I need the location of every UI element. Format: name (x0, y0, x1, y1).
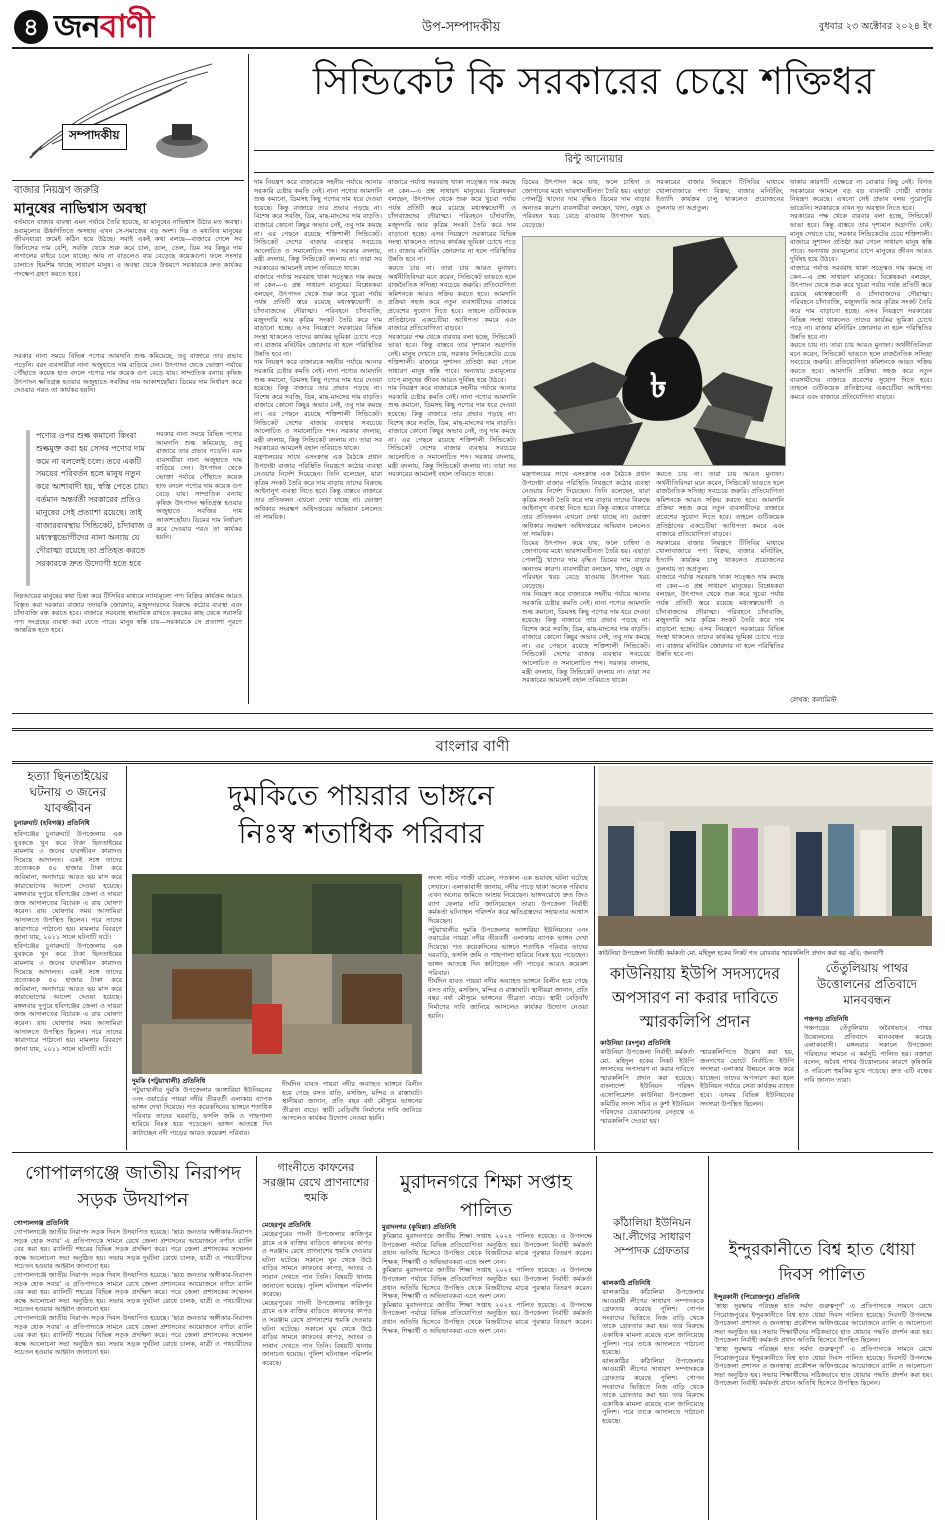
gangni-paragraph: মেহেরপুরের গাংনী উপজেলার কাজিপুর গ্রামে এক ব্যক্তির বাড়িতে কাফনের কাপড় ও সরঞ্জাম রেখে প্রাণনাশের হুমকি দেওয়ার ঘটনা ঘটেছে। সকালে ঘুম থেকে উঠে বাড়ির সামনে কাফনের কাপড়, আতর ও সাবান দেখতে পান তিনি। বিষয়টি থানায় জানানো হয়েছে। পুলিশ ঘটনাস্থল পরিদর্শন করেছে। (262, 1298, 372, 1367)
feature-illustration (522, 236, 786, 466)
indurkani-paragraph: ‘স্বাস্থ্য সুরক্ষায় পরিচ্ছন্ন হাত সর্বদা গুরুত্বপূর্ণ’ এ প্রতিপাদ্যকে সামনে রেখে পিরোজপুরের ইন্দুরকানীতে বিশ্ব হাত ধোয়া দিবস পালিত হয়েছে। দিবসটি উপলক্ষে উপজেলা প্রশাসন ও জনস্বাস্থ্য প্রকৌশল অধিদপ্তরের আয়োজনে র‍্যালি ও আলোচনা সভা অনুষ্ঠিত হয়। সভায় শিক্ষার্থীদের সঠিকভাবে হাত ধোয়ার পদ্ধতি প্রদর্শন করা হয়। উপজেলা নির্বাহী কর্মকর্তা প্রধান অতিথি হিসেবে উপস্থিত ছিলেন। (714, 1302, 932, 1345)
pigeon-paragraph: দীর্ঘদিন যাবত পায়রা নদীর অব্যাহত ভাঙ্গনে বিলীন হয়ে গেছে বসত বাড়ি, মসজিদ, মন্দির ও রাস্তাঘাট। স্থানীয়রা জানান, প্রতি বছর বর্ষা মৌসুমে ভাঙ্গনের তীব্রতা বাড়ে। স্থায়ী বেড়িবাঁধ নির্মাণের দাবি জানিয়ে আসলেও কার্যকর উদ্যোগ নেওয়া হয়নি। (282, 1080, 422, 1123)
feature-title: সিন্ডিকেট কি সরকারের চেয়ে শক্তিধর (312, 59, 876, 103)
page-number-badge (14, 10, 48, 44)
feature-paragraph: ডিমের উৎপাদন কমে যায়, ফলে চাহিদা ও জোগানের মধ্যে ভারসাম্যহীনতা তৈরি হয়। এছাড়া পোলট্রি খাদ্যের দাম বৃদ্ধিও ডিমের দাম বাড়ার অন্যতম কারণ। ব্যবসায়ীরা বলছেন, খাদ্য, ওষুধ ও পরিবহন খরচ বেড়ে যাওয়ায় উৎপাদন খরচ বেড়েছে। (522, 538, 650, 590)
pigeon-vertical-rule (594, 766, 595, 1150)
svg-text:৳: ৳ (650, 366, 667, 406)
murder-title: হত্যা ছিনতাইয়ের ঘটনায় ৩ জনের যাবজ্জীবন (27, 769, 109, 815)
gopalganj-paragraph: গোপালগঞ্জে জাতীয় নিরাপদ সড়ক দিবস উদযাপিত হয়েছে। ‘ছাত্র জনতার অঙ্গীকার-নিরাপদ সড়ক হোক সবার’ এ প্রতিপাদ্যকে সামনে রেখে জেলা প্রশাসনের আয়োজনে বর্ণাঢ্য র‍্যালি বের করা হয়। র‍্যালিটি শহরের বিভিন্ন সড়ক প্রদক্ষিণ করে। পরে জেলা প্রশাসকের সম্মেলন কক্ষে আলোচনা সভা অনুষ্ঠিত হয়। সভায় সড়ক দুর্ঘটনা রোধে চালক, যাত্রী ও পথচারীদের সচেতন হওয়ার আহ্বান জানানো হয়। (14, 1228, 252, 1271)
bottom-row-rule (12, 1152, 933, 1153)
editorial-body-top (14, 218, 242, 352)
feature-paragraph: সরকারের বাজার নিয়ন্ত্রণে টিসিবির মাধ্যমে খোলাবাজারে পণ্য বিক্রয়, বাজার মনিটরিং, ইত্যাদি কার্যক্রম চালু থাকলেও প্রয়োজনের তুলনায় তা অপ্রতুল। (656, 178, 784, 212)
indurkani-body (714, 1302, 932, 1520)
feature-paragraph: করতে চায় না। তারা চায় আরও মুনাফা। অর্থনীতিবিদরা মনে করেন, সিন্ডিকেট ভাঙতে হলে রাজনৈতিক সদিচ্ছা সবচেয়ে জরুরি। প্রতিযোগিতা কমিশনকে আরও সক্রিয় করতে হবে। আমদানি প্রক্রিয়া সহজ করে নতুন ব্যবসায়ীদের বাজারে প্রবেশের সুযোগ দিতে হবে। তাহলে গুটিকয়েক প্রতিষ্ঠানের একচেটিয়া আধিপত্য কমবে এবং বাজারে প্রতিযোগিতা বাড়বে। (790, 341, 932, 401)
pigeon-title-line1: দুমকিতে পায়রার ভাঙ্গনে (228, 779, 494, 812)
gangni-title: গাংনীতে কাফনের সরঞ্জাম রেখে প্রাণনাশের হুমকি (263, 1161, 369, 1204)
muradnagar-dateline: মুরাদনগর (কুমিল্লা) প্রতিনিধি (382, 1223, 457, 1231)
logo-suffix: বাণী (99, 7, 154, 45)
feature-paragraph: দাম নিয়ন্ত্রণ করে বাজারকে সহনীয় পর্যায়ে আনার সরকারি চেষ্টার কমতি নেই। নানা পণ্যের আমদানি শুল্ক কমানো, ডিমসহ কিছু পণ্যের দাম ধরে দেওয়া হয়েছে। কিন্তু বাজারে তার প্রভাব পড়ছে না। বিশেষ করে সবজি, ডিম, মাছ-মাংসের দাম বাড়তি। বাজারে কোনো কিছুর অভাব নেই, তবু দাম কমছে না। এর পেছনে রয়েছে শক্তিশালী সিন্ডিকেট। সিন্ডিকেট দেশের বাজার ব্যবস্থার সবচেয়ে আলোচিত ও সমালোচিত শব্দ। সরকার বদলায়, মন্ত্রী বদলায়, কিন্তু সিন্ডিকেট বদলায় না। তারা সব সরকারের আমলেই বহাল তবিয়তে থাকে। (254, 178, 382, 272)
pigeon-paragraph: দীর্ঘদিন যাবত পায়রা নদীর অব্যাহত ভাঙ্গনে বিলীন হয়ে গেছে বসত বাড়ি, মসজিদ, মন্দির ও রাস্তাঘাট। স্থানীয়রা জানান, প্রতি বছর বর্ষা মৌসুমে ভাঙ্গনের তীব্রতা বাড়ে। স্থায়ী বেড়িবাঁধ নির্মাণের দাবি জানিয়ে আসলেও কার্যকর উদ্যোগ নেওয়া হয়নি। (428, 977, 588, 1020)
gopalganj-paragraph: গোপালগঞ্জে জাতীয় নিরাপদ সড়ক দিবস উদযাপিত হয়েছে। ‘ছাত্র জনতার অঙ্গীকার-নিরাপদ সড়ক হোক সবার’ এ প্রতিপাদ্যকে সামনে রেখে জেলা প্রশাসনের আয়োজনে বর্ণাঢ্য র‍্যালি বের করা হয়। র‍্যালিটি শহরের বিভিন্ন সড়ক প্রদক্ষিণ করে। পরে জেলা প্রশাসকের সম্মেলন কক্ষে আলোচনা সভা অনুষ্ঠিত হয়। সভায় সড়ক দুর্ঘটনা রোধে চালক, যাত্রী ও পথচারীদের সচেতন হওয়ার আহ্বান জানানো হয়। (14, 1313, 252, 1357)
feature-paragraph: বাজারে পর্যাপ্ত সরবরাহ থাকা সত্ত্বেও দাম কমছে না কেন—এ প্রশ্ন সাধারণ মানুষের। বিশ্লেষকরা বলছেন, উৎপাদন থেকে শুরু করে খুচরা পর্যায় পর্যন্ত প্রতিটি স্তরে রয়েছে মধ্যস্বত্বভোগী ও চাঁদাবাজদের দৌরাত্ম্য। পরিবহনে চাঁদাবাজি, মজুদদারি আর কৃত্রিম সংকট তৈরি করে দাম বাড়ানো হচ্ছে। এসব নিয়ন্ত্রণে সরকারের বিভিন্ন সংস্থা থাকলেও তাদের কার্যকর ভূমিকা চোখে পড়ে না। বাজার মনিটরিং জোরদার না হলে পরিস্থিতির উন্নতি হবে না। (656, 573, 784, 659)
kaunia-title-line3: স্মারকলিপি প্রদান (639, 1012, 751, 1031)
editorial-paragraph: নিম্নআয়ের মানুষের কথা চিন্তা করে টিসিবির মাধ্যমে ন্যায্যমূল্যে পণ্য বিক্রির কার্যক্রম আরও বিস্তৃত করা দরকার। বাজার তদারকি জোরদার, মজুদদারদের বিরুদ্ধে কঠোর ব্যবস্থা এবং চাঁদাবাজি বন্ধ করতে হবে। বাজারে সরবরাহ স্বাভাবিক রাখতে কৃষকের কাছ থেকে সরাসরি পণ্য সংগ্রহের ব্যবস্থা করা যেতে পারে। মানুষ স্বস্তি চায়—সরকারকে সে প্রত্যাশা পূরণে আন্তরিক হতে হবে। (14, 592, 242, 635)
feature-paragraph: করতে চায় না। তারা চায় আরও মুনাফা। অর্থনীতিবিদরা মনে করেন, সিন্ডিকেট ভাঙতে হলে রাজনৈতিক সদিচ্ছা সবচেয়ে জরুরি। প্রতিযোগিতা কমিশনকে আরও সক্রিয় করতে হবে। আমদানি প্রক্রিয়া সহজ করে নতুন ব্যবসায়ীদের বাজারে প্রবেশের সুযোগ দিতে হবে। তাহলে গুটিকয়েক প্রতিষ্ঠানের একচেটিয়া আধিপত্য কমবে এবং বাজারে প্রতিযোগিতা বাড়বে। (388, 263, 516, 333)
tetulia-body (804, 1024, 932, 1148)
editorial-art (12, 54, 244, 172)
feature-col-4-bottom (656, 470, 784, 704)
feature-author-rule (254, 172, 934, 173)
muradnagar-vertical-rule (596, 1156, 597, 1520)
gangni-paragraph: মেহেরপুরের গাংনী উপজেলার কাজিপুর গ্রামে এক ব্যক্তির বাড়িতে কাফনের কাপড় ও সরঞ্জাম রেখে প্রাণনাশের হুমকি দেওয়ার ঘটনা ঘটেছে। সকালে ঘুম থেকে উঠে বাড়ির সামনে কাফনের কাপড়, আতর ও সাবান দেখতে পান তিনি। বিষয়টি থানায় জানানো হয়েছে। পুলিশ ঘটনাস্থল পরিদর্শন করেছে। (262, 1230, 372, 1299)
feature-paragraph: ডিমের উৎপাদন কমে যায়, ফলে চাহিদা ও জোগানের মধ্যে ভারসাম্যহীনতা তৈরি হয়। এছাড়া পোলট্রি খাদ্যের দাম বৃদ্ধিও ডিমের দাম বাড়ার অন্যতম কারণ। ব্যবসায়ীরা বলছেন, খাদ্য, ওষুধ ও পরিবহন খরচ বেড়ে যাওয়ায় উৎপাদন খরচ বেড়েছে। (522, 178, 650, 229)
kaunia-photo-caption: কাউনিয়া উপজেলা নির্বাহী কর্মকর্তা মো. মহিদুল হকের নিকট গত রোববার স্মারকলিপি প্রদান করা হয় -ছবি: জনবাণী (598, 950, 884, 957)
feature-col-5 (790, 178, 932, 690)
kaunia-dateline: কাউনিয়া (রংপুর) প্রতিনিধি (600, 1039, 671, 1047)
editorial-rule (12, 180, 244, 181)
murder-dateline: চুনারুঘাট (হবিগঞ্জ) প্রতিনিধি (14, 819, 90, 827)
issue-date: বুধবার ২৩ অক্টোবর ২০২৪ ইং (818, 21, 932, 32)
editorial-pullquote (26, 430, 156, 586)
kathalia-dateline: ঝালকাঠি প্রতিনিধি (602, 1279, 651, 1287)
kaunia-title-line2: অপসারণ না করার দাবিতে (611, 988, 779, 1007)
gangni-vertical-rule (376, 1156, 377, 1520)
editorial-vertical-rule (248, 54, 249, 704)
indurkani-paragraph: ‘স্বাস্থ্য সুরক্ষায় পরিচ্ছন্ন হাত সর্বদা গুরুত্বপূর্ণ’ এ প্রতিপাদ্যকে সামনে রেখে পিরোজপুরের ইন্দুরকানীতে বিশ্ব হাত ধোয়া দিবস পালিত হয়েছে। দিবসটি উপলক্ষে উপজেলা প্রশাসন ও জনস্বাস্থ্য প্রকৌশল অধিদপ্তরের আয়োজনে র‍্যালি ও আলোচনা সভা অনুষ্ঠিত হয়। সভায় শিক্ষার্থীদের সঠিকভাবে হাত ধোয়ার পদ্ধতি প্রদর্শন করা হয়। উপজেলা নির্বাহী কর্মকর্তা প্রধান অতিথি হিসেবে উপস্থিত ছিলেন। (714, 1344, 932, 1388)
pigeon-col-3 (428, 874, 588, 1148)
editorial-paragraph: সরকার নানা সময়ে বিভিন্ন পণ্যের আমদানি শুল্ক কমিয়েছে, তবু বাজারে তার প্রভাব পড়েনি। বরং ব্যবসায়ীরা নানা অজুহাতে দাম বাড়িয়ে দেন। উৎপাদন থেকে ভোক্তা পর্যায়ে পৌঁছাতে কয়েক হাত বদলে পণ্যের দাম কয়েক গুণ বেড়ে যায়। সাম্প্রতিক বন্যায় কৃষিজ উৎপাদন ক্ষতিগ্রস্ত হওয়ার অজুহাতে সবজির দাম আকাশছোঁয়া। ডিমের দাম নির্ধারণ করে দেওয়ার পরও তা কার্যকর হয়নি। (156, 430, 242, 542)
feature-col-2 (388, 178, 516, 704)
hands-money-bag-illustration (523, 237, 785, 465)
gopalganj-paragraph: গোপালগঞ্জে জাতীয় নিরাপদ সড়ক দিবস উদযাপিত হয়েছে। ‘ছাত্র জনতার অঙ্গীকার-নিরাপদ সড়ক হোক সবার’ এ প্রতিপাদ্যকে সামনে রেখে জেলা প্রশাসনের আয়োজনে বর্ণাঢ্য র‍্যালি বের করা হয়। র‍্যালিটি শহরের বিভিন্ন সড়ক প্রদক্ষিণ করে। পরে জেলা প্রশাসকের সম্মেলন কক্ষে আলোচনা সভা অনুষ্ঠিত হয়। সভায় সড়ক দুর্ঘটনা রোধে চালক, যাত্রী ও পথচারীদের সচেতন হওয়ার আহ্বান জানানো হয়। (14, 1270, 252, 1314)
feature-paragraph: দাম নিয়ন্ত্রণ করে বাজারকে সহনীয় পর্যায়ে আনার সরকারি চেষ্টার কমতি নেই। নানা পণ্যের আমদানি শুল্ক কমানো, ডিমসহ কিছু পণ্যের দাম ধরে দেওয়া হয়েছে। কিন্তু বাজারে তার প্রভাব পড়ছে না। বিশেষ করে সবজি, ডিম, মাছ-মাংসের দাম বাড়তি। বাজারে কোনো কিছুর অভাব নেই, তবু দাম কমছে না। এর পেছনে রয়েছে শক্তিশালী সিন্ডিকেট। সিন্ডিকেট দেশের বাজার ব্যবস্থার সবচেয়ে আলোচিত ও সমালোচিত শব্দ। সরকার বদলায়, মন্ত্রী বদলায়, কিন্তু সিন্ডিকেট বদলায় না। তারা সব সরকারের আমলেই বহাল তবিয়তে থাকে। (254, 358, 382, 453)
page-number: ৪ (23, 13, 39, 41)
feature-paragraph: বাজারে পর্যাপ্ত সরবরাহ থাকা সত্ত্বেও দাম কমছে না কেন—এ প্রশ্ন সাধারণ মানুষের। বিশ্লেষকরা বলছেন, উৎপাদন থেকে শুরু করে খুচরা পর্যায় পর্যন্ত প্রতিটি স্তরে রয়েছে মধ্যস্বত্বভোগী ও চাঁদাবাজদের দৌরাত্ম্য। পরিবহনে চাঁদাবাজি, মজুদদারি আর কৃত্রিম সংকট তৈরি করে দাম বাড়ানো হচ্ছে। এসব নিয়ন্ত্রণে সরকারের বিভিন্ন সংস্থা থাকলেও তাদের কার্যকর ভূমিকা চোখে পড়ে না। বাজার মনিটরিং জোরদার না হলে পরিস্থিতির উন্নতি হবে না। (790, 263, 932, 341)
tetulia-dateline: পঞ্চগড় প্রতিনিধি (804, 1015, 849, 1023)
pigeon-paragraph: পটুয়াখালীর দুমকি উপজেলার আঙ্গারিয়া ইউনিয়নের ৩নং ওয়ার্ডের পায়রা নদীর তীরবর্তী এলাকায় ব্যাপক ভাঙ্গন দেখা দিয়েছে। গত কয়েকদিনের ভাঙ্গনে শতাধিক পরিবার তাদের ঘরবাড়ি, ফসলি জমি ও গাছপালা হারিয়ে নিঃস্ব হয়ে পড়েছেন। ভাঙ্গন আতঙ্কে দিন কাটাচ্ছেন নদী পাড়ের আরও কয়েকশ পরিবার। (132, 1086, 272, 1137)
muradnagar-title: মুরাদনগরে শিক্ষা সপ্তাহ পালিত (400, 1171, 572, 1221)
kathalia-vertical-rule (708, 1156, 709, 1520)
feature-col-4-top (656, 178, 784, 232)
editorial-paragraph: বর্তমানে বাজার ব্যবস্থা এমন পর্যায়ে তৈরি হয়েছে, যা মানুষের নাভিশ্বাস উঠার মত অবস্থা। দ্রব্যমূল্যের ঊর্ধ্বগতিতে অসহায় এখন সে-সমাজের বড় অংশ। নিম্ন ও মধ্যবিত্ত মানুষের জীবনযাত্রা ক্রমেই কঠিন হয়ে উঠছে। সবাই একই কথা বলছে—বাজারে গেলে সব জিনিসের দাম বেশি, সবজি থেকে শুরু করে চাল, ডাল, তেল, ডিম সব কিছুর দাম নাগালের বাইরে চলে যাচ্ছে। আয় না বাড়লেও ব্যয় বেড়েছে কয়েকগুণ। ফলে সংসার চালাতে হিমশিম খাচ্ছে সাধারণ মানুষ। এ অবস্থা থেকে উত্তরণে সরকারকে দ্রুত কার্যকর পদক্ষেপ গ্রহণ করতে হবে। (14, 218, 242, 278)
editorial-body-bottom (14, 592, 242, 702)
feature-paragraph: মন্ত্রণালয়ের সাথে এসংক্রান্ত এক বৈঠকে প্রধান উপদেষ্টা বাজার পরিস্থিতি নিয়ন্ত্রণে কঠোর ব্যবস্থা নেওয়ার নির্দেশ দিয়েছেন। তিনি বলেছেন, যারা কৃত্রিম সংকট তৈরি করে দাম বাড়ায় তাদের বিরুদ্ধে আইনানুগ ব্যবস্থা নিতে হবে। কিন্তু বাস্তবে বাজারে তার প্রতিফলন এখনো দেখা যাচ্ছে না। ভোক্তা অধিকার সংরক্ষণ অধিদপ্তরের অভিযান চললেও তা সাময়িক। (254, 453, 382, 522)
tetulia-paragraph: পঞ্চগড়ের তেঁতুলিয়ায় অবৈধভাবে পাথর উত্তোলনের প্রতিবাদে মানববন্ধন করেছে এলাকাবাসী। মঙ্গলবার সকালে উপজেলা পরিষদের সামনে এ কর্মসূচি পালিত হয়। বক্তারা বলেন, অবৈধ পাথর উত্তোলনের কারণে কৃষিজমি ও পরিবেশ হুমকির মুখে পড়েছে। দ্রুত এটি বন্ধের দাবি জানান তারা। (804, 1024, 932, 1084)
feature-paragraph: দাম নিয়ন্ত্রণ করে বাজারকে সহনীয় পর্যায়ে আনার সরকারি চেষ্টার কমতি নেই। নানা পণ্যের আমদানি শুল্ক কমানো, ডিমসহ কিছু পণ্যের দাম ধরে দেওয়া হয়েছে। কিন্তু বাজারে তার প্রভাব পড়ছে না। বিশেষ করে সবজি, ডিম, মাছ-মাংসের দাম বাড়তি। বাজারে কোনো কিছুর অভাব নেই, তবু দাম কমছে না। এর পেছনে রয়েছে শক্তিশালী সিন্ডিকেট। সিন্ডিকেট দেশের বাজার ব্যবস্থার সবচেয়ে আলোচিত ও সমালোচিত শব্দ। সরকার বদলায়, মন্ত্রী বদলায়, কিন্তু সিন্ডিকেট বদলায় না। তারা সব সরকারের আমলেই বহাল তবিয়তে থাকে। (522, 590, 650, 685)
logo-prefix: জন (54, 7, 100, 45)
pigeon-col-1 (132, 1086, 272, 1148)
tetulia-vertical-rule (798, 958, 799, 1150)
tetulia-title: তেঁতুলিয়ায় পাথর উত্তোলনের প্রতিবাদে মানববন্ধন (816, 961, 918, 1007)
feature-paragraph: করতে চায় না। তারা চায় আরও মুনাফা। অর্থনীতিবিদরা মনে করেন, সিন্ডিকেট ভাঙতে হলে রাজনৈতিক সদিচ্ছা সবচেয়ে জরুরি। প্রতিযোগিতা কমিশনকে আরও সক্রিয় করতে হবে। আমদানি প্রক্রিয়া সহজ করে নতুন ব্যবসায়ীদের বাজারে প্রবেশের সুযোগ দিতে হবে। তাহলে গুটিকয়েক প্রতিষ্ঠানের একচেটিয়া আধিপত্য কমবে এবং বাজারে প্রতিযোগিতা বাড়বে। (656, 470, 784, 539)
feature-footnote: লেখক: কলামিস্ট (790, 696, 837, 704)
regional-section-label: বাংলার বাণী (422, 731, 524, 761)
editorial-title: মানুষের নাভিশ্বাস অবস্থা (14, 201, 147, 217)
indurkani-title: ইন্দুরকানীতে বিশ্ব হাত ধোয়া দিবস পালিত (728, 1240, 916, 1285)
feature-paragraph: মন্ত্রণালয়ের সাথে এসংক্রান্ত এক বৈঠকে প্রধান উপদেষ্টা বাজার পরিস্থিতি নিয়ন্ত্রণে কঠোর ব্যবস্থা নেওয়ার নির্দেশ দিয়েছেন। তিনি বলেছেন, যারা কৃত্রিম সংকট তৈরি করে দাম বাড়ায় তাদের বিরুদ্ধে আইনানুগ ব্যবস্থা নিতে হবে। কিন্তু বাস্তবে বাজারে তার প্রতিফলন এখনো দেখা যাচ্ছে না। ভোক্তা অধিকার সংরক্ষণ অধিদপ্তরের অভিযান চললেও তা সাময়িক। (522, 470, 650, 539)
gopalganj-vertical-rule (256, 1156, 257, 1520)
murder-body (14, 830, 122, 1140)
murder-paragraph: হবিগঞ্জের চুনারুঘাট উপজেলায় এক যুবককে খুন করে টাকা ছিনতাইয়ের মামলায় ৩ জনের যাবজ্জীবন কারাদণ্ড দিয়েছে আদালত। একই সঙ্গে তাদের প্রত্যেককে ৫০ হাজার টাকা করে জরিমানা, অনাদায়ে আরও ছয় মাস করে কারাভোগের আদেশ দেওয়া হয়েছে। মঙ্গলবার দুপুরে হবিগঞ্জের জেলা ও দায়রা জজ আদালতের বিচারক এ রায় ঘোষণা করেন। রায় ঘোষণার সময় আসামিরা আদালতে উপস্থিত ছিলেন। পরে তাদের কারাগারে পাঠানো হয়। মামলার বিবরণে জানা যায়, ২০১১ সালে ঘটনাটি ঘটে। (14, 941, 122, 1053)
memorandum-handover-photo (598, 766, 932, 946)
feature-col-3-top (522, 178, 650, 232)
masthead-rule (12, 47, 933, 49)
pigeon-photo-credit: দুমকি (পটুয়াখালী) প্রতিনিধি (132, 1077, 206, 1085)
pigeon-title-line2: নিঃস্ব শতাধিক পরিবার (238, 817, 484, 850)
feature-paragraph: বাজারে পর্যাপ্ত সরবরাহ থাকা সত্ত্বেও দাম কমছে না কেন—এ প্রশ্ন সাধারণ মানুষের। বিশ্লেষকরা বলছেন, উৎপাদন থেকে শুরু করে খুচরা পর্যায় পর্যন্ত প্রতিটি স্তরে রয়েছে মধ্যস্বত্বভোগী ও চাঁদাবাজদের দৌরাত্ম্য। পরিবহনে চাঁদাবাজি, মজুদদারি আর কৃত্রিম সংকট তৈরি করে দাম বাড়ানো হচ্ছে। এসব নিয়ন্ত্রণে সরকারের বিভিন্ন সংস্থা থাকলেও তাদের কার্যকর ভূমিকা চোখে পড়ে না। বাজার মনিটরিং জোরদার না হলে পরিস্থিতির উন্নতি হবে না। (388, 178, 516, 264)
pigeon-paragraph: পটুয়াখালীর দুমকি উপজেলার আঙ্গারিয়া ইউনিয়নের ৩নং ওয়ার্ডের পায়রা নদীর তীরবর্তী এলাকায় ব্যাপক ভাঙ্গন দেখা দিয়েছে। গত কয়েকদিনের ভাঙ্গনে শতাধিক পরিবার তাদের ঘরবাড়ি, ফসলি জমি ও গাছপালা হারিয়ে নিঃস্ব হয়ে পড়েছেন। ভাঙ্গন আতঙ্কে দিন কাটাচ্ছেন নদী পাড়ের আরও কয়েকশ পরিবার। (428, 925, 588, 977)
gopalganj-dateline: গোপালগঞ্জ প্রতিনিধি (14, 1219, 69, 1227)
editorial-body-top-2 (14, 352, 242, 422)
feature-paragraph: সরকারের পক্ষ থেকে বারবার বলা হচ্ছে, সিন্ডিকেট ভাঙা হবে। কিন্তু বাস্তবে তার দৃশ্যমান অগ্রগতি নেই। মানুষ দেখতে চায়, সরকার সিন্ডিকেটের চেয়ে শক্তিশালী। বাজারে সুশাসন প্রতিষ্ঠা করা গেলে সাধারণ মানুষ স্বস্তি পাবে। অন্যথায় দ্রব্যমূল্যের চাপে মানুষের জীবন আরও দুর্বিষহ হয়ে উঠবে। (790, 212, 932, 264)
muradnagar-paragraph: কুমিল্লার মুরাদনগরে জাতীয় শিক্ষা সপ্তাহ ২০২৪ পালিত হয়েছে। এ উপলক্ষে উপজেলা পর্যায়ে বিভিন্ন প্রতিযোগিতা অনুষ্ঠিত হয়। উপজেলা নির্বাহী কর্মকর্তা প্রধান অতিথি হিসেবে উপস্থিত থেকে বিজয়ীদের মাঝে পুরস্কার বিতরণ করেন। শিক্ষক, শিক্ষার্থী ও অভিভাবকরা এতে অংশ নেন। (382, 1300, 592, 1335)
regional-section-banner (12, 728, 933, 764)
murder-vertical-rule (126, 766, 127, 1150)
gopalganj-body (14, 1228, 252, 1520)
kathalia-body (602, 1288, 704, 1520)
kathalia-paragraph: ঝালকাঠির কাঁঠালিয়া উপজেলার আওয়ামী লীগের সাধারণ সম্পাদককে গ্রেফতার করেছে পুলিশ। গোপন সংবাদের ভিত্তিতে নিজ বাড়ি থেকে তাকে গ্রেফতার করা হয়। তার বিরুদ্ধে একাধিক মামলা রয়েছে বলে জানিয়েছে পুলিশ। পরে তাকে আদালতে পাঠানো হয়েছে। (602, 1356, 704, 1425)
feature-author: রিন্টু আনোয়ার (564, 154, 624, 165)
quill-and-inkwell-icon (12, 54, 244, 172)
feature-paragraph: বাজারে পর্যাপ্ত সরবরাহ থাকা সত্ত্বেও দাম কমছে না কেন—এ প্রশ্ন সাধারণ মানুষের। বিশ্লেষকরা বলছেন, উৎপাদন থেকে শুরু করে খুচরা পর্যায় পর্যন্ত প্রতিটি স্তরে রয়েছে মধ্যস্বত্বভোগী ও চাঁদাবাজদের দৌরাত্ম্য। পরিবহনে চাঁদাবাজি, মজুদদারি আর কৃত্রিম সংকট তৈরি করে দাম বাড়ানো হচ্ছে। এসব নিয়ন্ত্রণে সরকারের বিভিন্ন সংস্থা থাকলেও তাদের কার্যকর ভূমিকা চোখে পড়ে না। বাজার মনিটরিং জোরদার না হলে পরিস্থিতির উন্নতি হবে না। (254, 272, 382, 358)
riverbank-erosion-photo (132, 874, 422, 1074)
gangni-dateline: মেহেরপুর প্রতিনিধি (262, 1221, 311, 1229)
pigeon-paragraph: সদস্য সচিব গাজী বাবেল, গতকাল এক ভয়াবহ ঘটনা ঘটেছে সেখানে। এলাকাবাসী জানায়, নদীর পাড়ে থাকা অনেক পরিবার এখন অন্যের জমিতে আশ্রয় নিয়েছেন। ভাঙ্গনরোধে দ্রুত জিও ব্যাগ ফেলার দাবি জানিয়েছেন তারা। উপজেলা নির্বাহী কর্মকর্তা ঘটনাস্থল পরিদর্শন করে ক্ষতিগ্রস্তদের সহায়তার আশ্বাস দিয়েছেন। (428, 874, 588, 925)
kathalia-paragraph: ঝালকাঠির কাঁঠালিয়া উপজেলার আওয়ামী লীগের সাধারণ সম্পাদককে গ্রেফতার করেছে পুলিশ। গোপন সংবাদের ভিত্তিতে নিজ বাড়ি থেকে তাকে গ্রেফতার করা হয়। তার বিরুদ্ধে একাধিক মামলা রয়েছে বলে জানিয়েছে পুলিশ। পরে তাকে আদালতে পাঠানো হয়েছে। (602, 1288, 704, 1357)
editorial-paragraph: সরকার নানা সময়ে বিভিন্ন পণ্যের আমদানি শুল্ক কমিয়েছে, তবু বাজারে তার প্রভাব পড়েনি। বরং ব্যবসায়ীরা নানা অজুহাতে দাম বাড়িয়ে দেন। উৎপাদন থেকে ভোক্তা পর্যায়ে পৌঁছাতে কয়েক হাত বদলে পণ্যের দাম কয়েক গুণ বেড়ে যায়। সাম্প্রতিক বন্যায় কৃষিজ উৎপাদন ক্ষতিগ্রস্ত হওয়ার অজুহাতে সবজির দাম আকাশছোঁয়া। ডিমের দাম নির্ধারণ করে দেওয়ার পরও তা কার্যকর হয়নি। (14, 352, 242, 395)
murder-paragraph: হবিগঞ্জের চুনারুঘাট উপজেলায় এক যুবককে খুন করে টাকা ছিনতাইয়ের মামলায় ৩ জনের যাবজ্জীবন কারাদণ্ড দিয়েছে আদালত। একই সঙ্গে তাদের প্রত্যেককে ৫০ হাজার টাকা করে জরিমানা, অনাদায়ে আরও ছয় মাস করে কারাভোগের আদেশ দেওয়া হয়েছে। মঙ্গলবার দুপুরে হবিগঞ্জের জেলা ও দায়রা জজ আদালতের বিচারক এ রায় ঘোষণা করেন। রায় ঘোষণার সময় আসামিরা আদালতে উপস্থিত ছিলেন। পরে তাদের কারাগারে পাঠানো হয়। মামলার বিবরণে জানা যায়, ২০১১ সালে ঘটনাটি ঘটে। (14, 830, 122, 942)
gopalganj-title: গোপালগঞ্জে জাতীয় নিরাপদ সড়ক উদযাপন (25, 1162, 241, 1211)
editorial-kicker: বাজার নিয়ন্ত্রণ জরুরি (14, 185, 99, 196)
kaunia-col-2 (700, 1048, 794, 1148)
feature-paragraph: সরকারের পক্ষ থেকে বারবার বলা হচ্ছে, সিন্ডিকেট ভাঙা হবে। কিন্তু বাস্তবে তার দৃশ্যমান অগ্রগতি নেই। মানুষ দেখতে চায়, সরকার সিন্ডিকেটের চেয়ে শক্তিশালী। বাজারে সুশাসন প্রতিষ্ঠা করা গেলে সাধারণ মানুষ স্বস্তি পাবে। অন্যথায় দ্রব্যমূল্যের চাপে মানুষের জীবন আরও দুর্বিষহ হয়ে উঠবে। (388, 332, 516, 384)
kaunia-photo (598, 766, 932, 946)
pigeon-col-2 (282, 1080, 422, 1148)
gangni-body (262, 1230, 372, 1520)
section-title: উপ-সম্পাদকীয় (422, 20, 501, 35)
indurkani-dateline: ইন্দুরকানী (পিরোজপুর) প্রতিনিধি (714, 1293, 800, 1301)
section-top-rule (12, 713, 933, 714)
pullquote-text: পণ্যের ওপর শুল্ক কমানো কিংবা শুল্কমুক্ত করা হয় সেসব পণ্যের দাম কমে না বললেই চলে। তবে একটি সময়ের পরিবর্তন হলে মানুষ নতুন করে আশাবাদী হয়, স্বস্তি পেতে চায়। বর্তমান অন্তর্বর্তী সরকারের প্রতিও মানুষের সেই প্রত্যাশা রয়েছে। তাই বাজারব্যবস্থায় সিন্ডিকেট, চাঁদাবাজ ও মধ্যস্বত্বভোগীদের নানা অন্যায় যে দৌরাত্ম্য রয়েছে তা প্রতিহত করতে সরকারকে দ্রুত উদ্যোগী হতে হবে (36, 431, 153, 568)
editorial-badge: সম্পাদকীয় (62, 124, 127, 150)
feature-col-3-bottom (522, 470, 650, 704)
kaunia-title-line1: কাউনিয়ায় ইউপি সদস্যদের (609, 964, 781, 983)
muradnagar-body (382, 1232, 592, 1520)
feature-paragraph: থাকার কারণটি এক্ষেত্রে না বোঝার কিছু নেই। বিগত সরকারের আমলে বড় বড় ব্যবসায়ী গোষ্ঠী বাজার নিয়ন্ত্রণ করেছে। এখনো সেই প্রভাব বলয় পুরোপুরি ভাঙেনি। সরকারকে এখন দৃঢ় অবস্থান নিতে হবে। (790, 178, 932, 212)
newspaper-logo[interactable] (54, 6, 153, 46)
feature-col-1 (254, 178, 382, 704)
kaunia-col-1 (600, 1048, 694, 1148)
feature-paragraph: দাম নিয়ন্ত্রণ করে বাজারকে সহনীয় পর্যায়ে আনার সরকারি চেষ্টার কমতি নেই। নানা পণ্যের আমদানি শুল্ক কমানো, ডিমসহ কিছু পণ্যের দাম ধরে দেওয়া হয়েছে। কিন্তু বাজারে তার প্রভাব পড়ছে না। বিশেষ করে সবজি, ডিম, মাছ-মাংসের দাম বাড়তি। বাজারে কোনো কিছুর অভাব নেই, তবু দাম কমছে না। এর পেছনে রয়েছে শক্তিশালী সিন্ডিকেট। সিন্ডিকেট দেশের বাজার ব্যবস্থার সবচেয়ে আলোচিত ও সমালোচিত শব্দ। সরকার বদলায়, মন্ত্রী বদলায়, কিন্তু সিন্ডিকেট বদলায় না। তারা সব সরকারের আমলেই বহাল তবিয়তে থাকে। (388, 384, 516, 479)
kathalia-title: কাঁঠালিয়া ইউনিয়ন আ.লীগের সাধারণ সম্পাদক গ্রেফতার (613, 1217, 691, 1257)
muradnagar-paragraph: কুমিল্লার মুরাদনগরে জাতীয় শিক্ষা সপ্তাহ ২০২৪ পালিত হয়েছে। এ উপলক্ষে উপজেলা পর্যায়ে বিভিন্ন প্রতিযোগিতা অনুষ্ঠিত হয়। উপজেলা নির্বাহী কর্মকর্তা প্রধান অতিথি হিসেবে উপস্থিত থেকে বিজয়ীদের মাঝে পুরস্কার বিতরণ করেন। শিক্ষক, শিক্ষার্থী ও অভিভাবকরা এতে অংশ নেন। (382, 1232, 592, 1266)
kaunia-paragraph: স্মারকলিপিতে উল্লেখ করা হয়, জনগণের ভোটে নির্বাচিত ইউপি সদস্যরা এলাকার উন্নয়নে কাজ করে যাচ্ছেন। তাদের অপসারণ করা হলে ইউনিয়ন পর্যায়ে সেবা কার্যক্রম ব্যাহত হবে। এসময় বিভিন্ন ইউনিয়নের সদস্যরা উপস্থিত ছিলেন। (700, 1048, 794, 1108)
feature-paragraph: সরকারের বাজার নিয়ন্ত্রণে টিসিবির মাধ্যমে খোলাবাজারে পণ্য বিক্রয়, বাজার মনিটরিং, ইত্যাদি কার্যক্রম চালু থাকলেও প্রয়োজনের তুলনায় তা অপ্রতুল। (656, 538, 784, 573)
pigeon-photo (132, 874, 422, 1074)
kaunia-paragraph: কাউনিয়া উপজেলা নির্বাহী কর্মকর্তা মো. মহিদুল হকের নিকট ইউপি সদস্যদের অপসারণ না করার দাবিতে স্মারকলিপি প্রদান করা হয়েছে। বাংলাদেশ ইউনিয়ন পরিষদ এসোসিয়েশন কাউনিয়া উপজেলা কমিটির সদস্য সচিব ও কুর্শা ইউনিয়ন পরিষদের চেয়ারম্যানের নেতৃত্বে এ স্মারকলিপি দেওয়া হয়। (600, 1048, 694, 1125)
feature-title-rule (254, 150, 934, 151)
editorial-side-column (156, 430, 242, 586)
muradnagar-paragraph: কুমিল্লার মুরাদনগরে জাতীয় শিক্ষা সপ্তাহ ২০২৪ পালিত হয়েছে। এ উপলক্ষে উপজেলা পর্যায়ে বিভিন্ন প্রতিযোগিতা অনুষ্ঠিত হয়। উপজেলা নির্বাহী কর্মকর্তা প্রধান অতিথি হিসেবে উপস্থিত থেকে বিজয়ীদের মাঝে পুরস্কার বিতরণ করেন। শিক্ষক, শিক্ষার্থী ও অভিভাবকরা এতে অংশ নেন। (382, 1266, 592, 1301)
